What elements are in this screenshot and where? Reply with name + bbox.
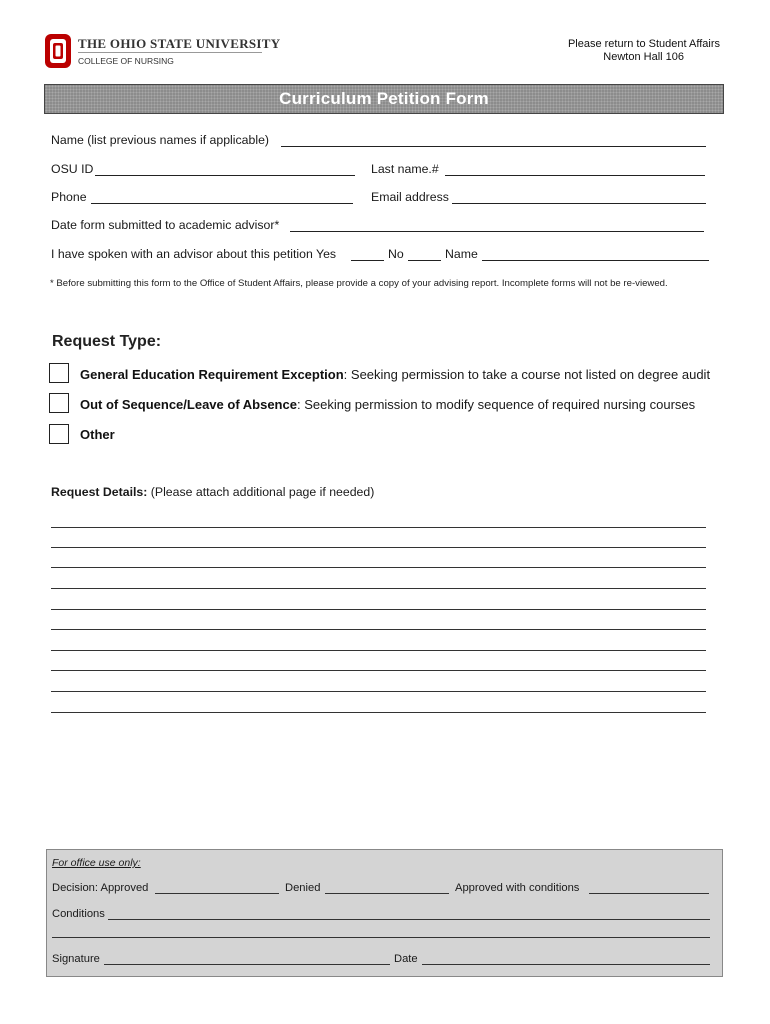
return-instructions: Please return to Student Affairs — [567, 38, 720, 50]
gen-ed-desc: : Seeking permission to take a course not listed on degree audit — [343, 367, 711, 382]
approved-conditions-field[interactable] — [589, 893, 709, 894]
decision-approved-label: Decision: Approved — [52, 882, 149, 894]
approved-conditions-label: Approved with conditions — [455, 882, 580, 894]
last-name-label: Last name.# — [371, 162, 439, 176]
date-submitted-label: Date form submitted to academic advisor* — [51, 218, 280, 232]
details-line-1[interactable] — [51, 527, 706, 528]
signature-label: Signature — [52, 953, 100, 965]
email-field[interactable] — [452, 203, 706, 204]
out-of-sequence-desc: : Seeking permission to modify sequence of required nursing courses — [296, 397, 696, 412]
details-line-6[interactable] — [51, 629, 706, 630]
title-banner — [44, 84, 724, 114]
page-title: Curriculum Petition Form — [279, 89, 489, 108]
out-of-sequence-title: Out of Sequence/Leave of Absence — [80, 397, 297, 412]
details-line-2[interactable] — [51, 547, 706, 548]
conditions-field-2[interactable] — [52, 937, 710, 938]
details-line-5[interactable] — [51, 609, 706, 610]
details-line-3[interactable] — [51, 567, 706, 568]
advisor-name-field[interactable] — [482, 260, 709, 261]
advising-note: * Before submitting this form to the Office of Student Affairs, please provide a copy of your advising report. Incomplete forms will not be re-viewed. — [50, 278, 668, 289]
request-details-label — [51, 485, 374, 499]
osu-id-label: OSU ID — [51, 162, 94, 176]
other-checkbox[interactable] — [49, 424, 69, 444]
college-name: COLLEGE OF NURSING — [78, 56, 174, 66]
gen-ed-checkbox[interactable] — [49, 363, 69, 383]
other-option — [80, 426, 115, 444]
details-line-4[interactable] — [51, 588, 706, 589]
details-line-9[interactable] — [51, 691, 706, 692]
gen-ed-title: General Education Requirement Exception — [80, 367, 344, 382]
date-submitted-field[interactable] — [290, 231, 704, 232]
advisor-name-label: Name — [445, 247, 478, 261]
approved-field[interactable] — [155, 893, 279, 894]
date-field[interactable] — [422, 964, 710, 965]
advisor-yes-field[interactable] — [351, 260, 384, 261]
phone-label: Phone — [51, 190, 87, 204]
office-use-heading: For office use only: — [52, 857, 141, 869]
date-label: Date — [394, 953, 418, 965]
last-name-field[interactable] — [445, 175, 705, 176]
return-location: Newton Hall 106 — [603, 51, 684, 63]
out-of-sequence-checkbox[interactable] — [49, 393, 69, 413]
conditions-label: Conditions — [52, 908, 105, 920]
phone-field[interactable] — [91, 203, 353, 204]
signature-field[interactable] — [104, 964, 390, 965]
request-details-rest: (Please attach additional page if needed) — [147, 485, 375, 499]
request-type-heading: Request Type: — [52, 333, 162, 350]
name-field[interactable] — [281, 146, 706, 147]
advisor-no-field[interactable] — [408, 260, 441, 261]
details-line-10[interactable] — [51, 712, 706, 713]
name-label: Name (list previous names if applicable) — [51, 133, 270, 147]
advisor-yes-label: I have spoken with an advisor about this petition Yes — [51, 247, 337, 261]
other-title: Other — [80, 427, 115, 442]
advisor-no-label: No — [388, 247, 404, 261]
gen-ed-option — [80, 366, 710, 384]
university-name: THE OHIO STATE UNIVERSITY — [78, 36, 281, 51]
osu-id-field[interactable] — [95, 175, 355, 176]
office-use-box — [46, 849, 723, 977]
denied-label: Denied — [285, 882, 321, 894]
details-line-7[interactable] — [51, 650, 706, 651]
request-details-bold: Request Details: — [51, 485, 148, 499]
conditions-field[interactable] — [108, 919, 710, 920]
header-rule — [78, 52, 262, 53]
details-line-8[interactable] — [51, 670, 706, 671]
denied-field[interactable] — [325, 893, 449, 894]
email-label: Email address — [371, 190, 449, 204]
out-of-sequence-option — [80, 396, 695, 414]
